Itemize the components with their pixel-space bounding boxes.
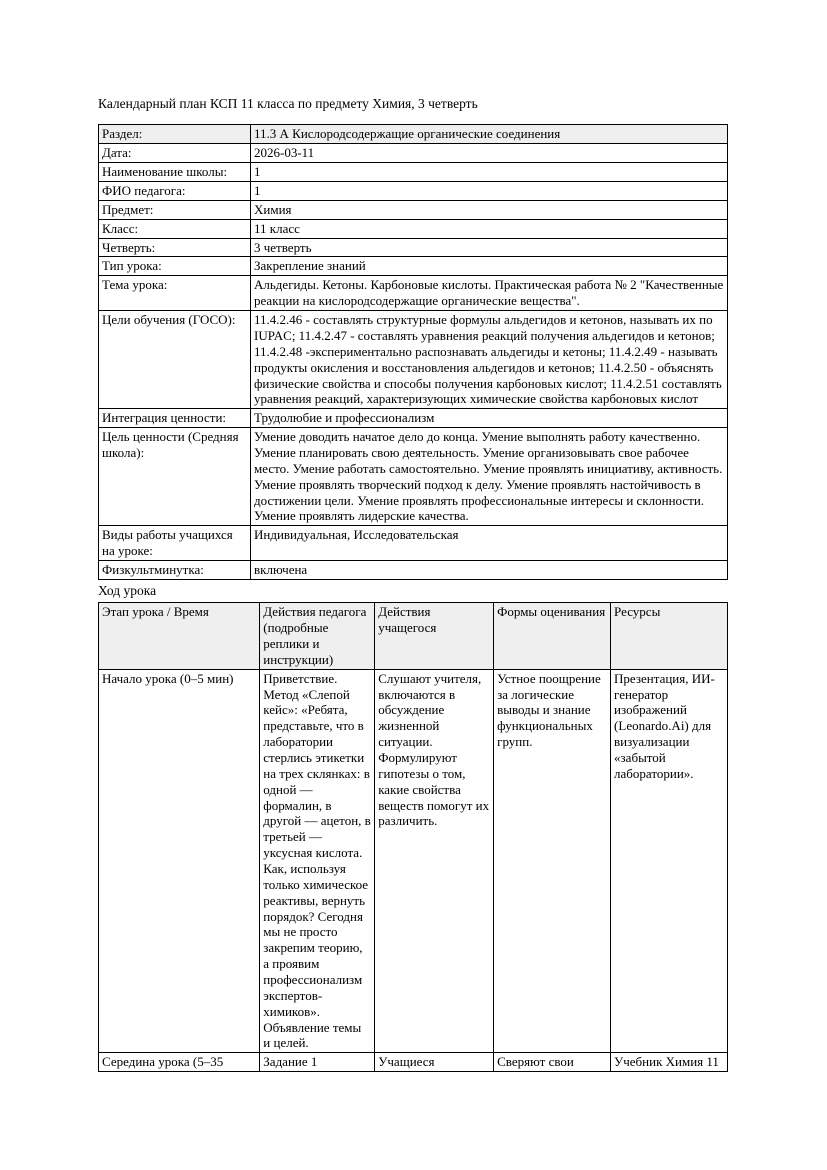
info-row-label: Раздел: xyxy=(99,125,251,144)
info-row-value: 11.3 А Кислородсодержащие органические соединения xyxy=(251,125,728,144)
info-row-label: Виды работы учащихся на уроке: xyxy=(99,526,251,561)
column-header-assessment: Формы оценивания xyxy=(494,603,611,669)
info-table xyxy=(98,124,728,579)
table-row xyxy=(99,311,728,409)
stage-cell: Середина урока (5–35 xyxy=(99,1053,260,1072)
student-actions-cell: Слушают учителя, включаются в обсуждение жизненной ситуации. Формулируют гипотезы о том, какие свойства веществ помогут их различить. xyxy=(375,669,494,1053)
info-row-value: Трудолюбие и профессионализм xyxy=(251,409,728,428)
info-row-label: Интеграция ценности: xyxy=(99,409,251,428)
info-row-label: Физкультминутка: xyxy=(99,560,251,579)
info-row-value: 2026-03-11 xyxy=(251,144,728,163)
table-row xyxy=(99,219,728,238)
info-row-value: Химия xyxy=(251,200,728,219)
info-row-value: 3 четверть xyxy=(251,238,728,257)
assessment-cell: Сверяют свои xyxy=(494,1053,611,1072)
lesson-stage-row-clipped xyxy=(99,1053,728,1072)
table-row xyxy=(99,125,728,144)
info-row-value: Закрепление знаний xyxy=(251,257,728,276)
table-row xyxy=(99,238,728,257)
assessment-cell: Устное поощрение за логические выводы и знание функциональных групп. xyxy=(494,669,611,1053)
info-row-label: Дата: xyxy=(99,144,251,163)
column-header-stage: Этап урока / Время xyxy=(99,603,260,669)
column-header-student-actions: Действия учащегося xyxy=(375,603,494,669)
table-row xyxy=(99,526,728,561)
table-row xyxy=(99,276,728,311)
info-row-value: 1 xyxy=(251,182,728,201)
lesson-table xyxy=(98,602,728,1072)
info-row-label: Наименование школы: xyxy=(99,163,251,182)
info-row-value: Индивидуальная, Исследовательская xyxy=(251,526,728,561)
teacher-actions-cell: Задание 1 xyxy=(260,1053,375,1072)
table-row xyxy=(99,428,728,526)
student-actions-cell: Учащиеся xyxy=(375,1053,494,1072)
lesson-table-header-row xyxy=(99,603,728,669)
table-row xyxy=(99,257,728,276)
page-title: Календарный план КСП 11 класса по предмету Химия, 3 четверть xyxy=(98,96,478,111)
table-row xyxy=(99,200,728,219)
teacher-actions-cell: Приветствие. Метод «Слепой кейс»: «Ребята, представьте, что в лаборатории стерлись этикетки на трех склянках: в одной — формалин, в другой — ацетон, в третьей — уксусная кислота. Как, используя только химическое реактивы, вернуть порядок? Сегодня мы не просто закрепим теорию, а проявим профессионализм экспертов-химиков». Объявление темы и целей. xyxy=(260,669,375,1053)
table-row xyxy=(99,409,728,428)
info-row-label: Цели обучения (ГОСО): xyxy=(99,311,251,409)
info-row-label: Цель ценности (Средняя школа): xyxy=(99,428,251,526)
resources-cell: Презентация, ИИ-генератор изображений (Leonardo.Ai) для визуализации «забытой лаборатории». xyxy=(611,669,728,1053)
column-header-teacher-actions: Действия педагога (подробные реплики и инструкции) xyxy=(260,603,375,669)
info-row-label: Класс: xyxy=(99,219,251,238)
lesson-stage-row xyxy=(99,669,728,1053)
info-row-value: Умение доводить начатое дело до конца. Умение выполнять работу качественно. Умение планировать свою деятельность. Умение организовывать свое рабочее место. Умение работать самостоятельно. Умение проявлять инициативу, активность. Умение проявлять творческий подход к делу. Умение проявлять настойчивость в достижении цели. Умение проявлять профессиональные интересы и склонности. Умение проявлять лидерские качества. xyxy=(251,428,728,526)
info-row-value: 11 класс xyxy=(251,219,728,238)
info-row-label: ФИО педагога: xyxy=(99,182,251,201)
info-row-value: включена xyxy=(251,560,728,579)
info-row-label: Предмет: xyxy=(99,200,251,219)
table-row xyxy=(99,163,728,182)
section-heading: Ход урока xyxy=(98,582,157,598)
info-row-label: Четверть: xyxy=(99,238,251,257)
info-row-label: Тема урока: xyxy=(99,276,251,311)
table-row xyxy=(99,560,728,579)
table-row xyxy=(99,144,728,163)
info-row-label: Тип урока: xyxy=(99,257,251,276)
table-row xyxy=(99,182,728,201)
info-row-value: 1 xyxy=(251,163,728,182)
column-header-resources: Ресурсы xyxy=(611,603,728,669)
stage-cell: Начало урока (0–5 мин) xyxy=(99,669,260,1053)
resources-cell: Учебник Химия 11 xyxy=(611,1053,728,1072)
info-row-value: Альдегиды. Кетоны. Карбоновые кислоты. Практическая работа № 2 "Качественные реакции на кислородсодержащие органические вещества". xyxy=(251,276,728,311)
info-row-value: 11.4.2.46 - составлять структурные формулы альдегидов и кетонов, называть их по IUPAC; 11.4.2.47 - составлять уравнения реакций получения альдегидов и кетонов; 11.4.2.48 -экспериментально распознавать альдегиды и кетоны; 11.4.2.49 - называть продукты окисления и восстановления альдегидов и кетонов; 11.4.2.50 - объяснять физические свойства и способы получения карбоновых кислот; 11.4.2.51 составлять уравнения реакций, характеризующих химические свойства карбоновых кислот xyxy=(251,311,728,409)
